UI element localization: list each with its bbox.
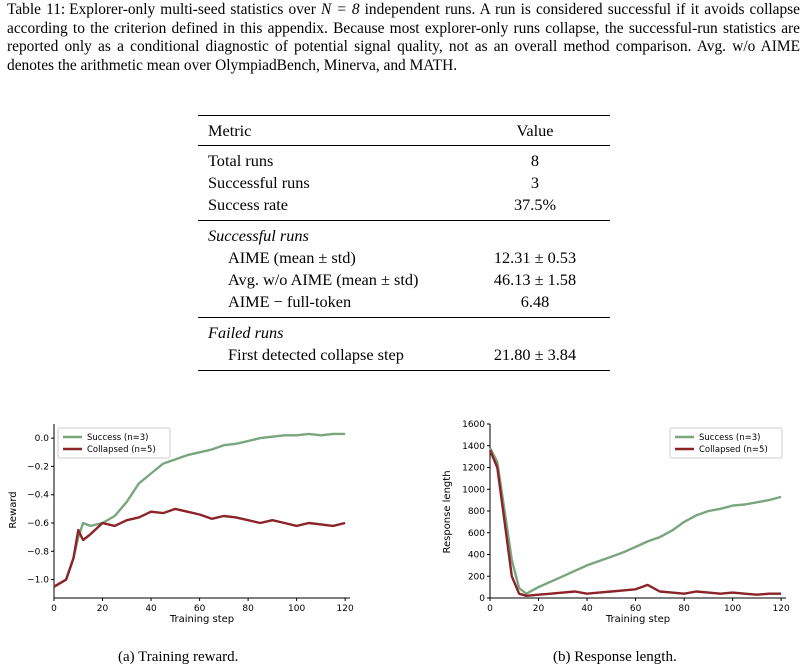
empty-cell	[460, 221, 610, 248]
length-plot	[438, 420, 796, 640]
y-tick-label: −0.6	[27, 519, 49, 530]
row-metric: Total runs	[198, 146, 460, 173]
row-metric: Avg. w/o AIME (mean ± std)	[228, 270, 419, 289]
row-value: 46.13 ± 1.58	[493, 270, 577, 289]
table-row	[198, 172, 610, 194]
y-tick-label: 0.0	[34, 434, 49, 445]
x-axis-label: Training step	[169, 614, 235, 625]
caption-text-b: independent runs. A run is considered successful if it avoids collapse according to the criterion defined in this appendix. Because most explorer-only runs collapse, the successful-run statistics are reported only as a conditional diagnostic of potential signal quality, not as an overall method comparison. Avg. w/o AIME denotes the arithmetic mean over OlympiadBench, Minerva, and MATH.	[7, 1, 800, 74]
y-tick-label: −1.0	[27, 575, 49, 586]
y-tick-label: 800	[467, 507, 485, 517]
table-row	[198, 344, 610, 371]
y-tick-label: 1600	[462, 420, 485, 430]
row-metric: First detected collapse step	[198, 344, 460, 371]
x-tick-label: 120	[336, 604, 354, 614]
section-heading-row	[198, 221, 610, 248]
x-tick-label: 80	[678, 604, 690, 614]
y-tick-label: 1400	[462, 441, 485, 452]
y-tick-label: 1200	[462, 463, 485, 474]
x-tick-label: 100	[288, 604, 306, 614]
row-value: 8	[460, 146, 610, 173]
x-tick-label: 60	[629, 604, 642, 614]
table-header-row	[198, 116, 610, 146]
subcaption-a: (a) Training reward.	[118, 649, 239, 665]
caption-text-a: Explorer-only multi-seed statistics over	[69, 1, 316, 18]
row-value: 3	[530, 173, 540, 192]
y-tick-label: 600	[467, 528, 485, 539]
caption-label: Table 11:	[7, 1, 66, 18]
reward-chart-svg	[2, 420, 360, 635]
y-tick-label: 200	[467, 572, 485, 583]
stats-table	[198, 115, 610, 371]
row-value: 21.80 ± 3.84	[460, 344, 610, 371]
table-caption	[7, 1, 800, 75]
caption-math: N = 8	[320, 1, 360, 18]
row-metric: Success rate	[208, 195, 289, 214]
y-tick-label: 1000	[462, 485, 485, 496]
legend-label: Collapsed (n=5)	[87, 445, 156, 455]
table-row	[198, 194, 610, 221]
y-tick-label: −0.8	[27, 547, 49, 558]
y-tick-label: 400	[467, 550, 485, 561]
table-row	[198, 269, 610, 291]
x-axis-label: Training step	[605, 614, 671, 625]
x-tick-label: 40	[145, 604, 157, 614]
row-metric: AIME (mean ± std)	[228, 248, 356, 267]
x-tick-label: 60	[193, 604, 206, 614]
legend-label: Collapsed (n=5)	[699, 445, 768, 455]
y-axis-label: Response length	[442, 470, 453, 554]
empty-cell	[460, 318, 610, 345]
y-tick-label: −0.2	[27, 462, 49, 473]
section-heading-successful: Successful runs	[198, 221, 460, 248]
x-tick-label: 20	[532, 604, 545, 614]
y-tick-label: −0.4	[27, 490, 49, 501]
series-line-1	[490, 450, 781, 596]
row-value: 6.48	[520, 292, 550, 311]
row-value: 37.5%	[513, 195, 557, 214]
legend-label: Success (n=3)	[699, 433, 761, 443]
reward-plot	[2, 420, 360, 640]
x-tick-label: 20	[96, 604, 109, 614]
series-line-1	[54, 509, 345, 587]
y-axis-label: Reward	[8, 491, 19, 529]
x-tick-label: 0	[487, 604, 493, 614]
section-heading-row	[198, 318, 610, 345]
table-row	[198, 291, 610, 318]
header-value: Value	[460, 116, 610, 146]
legend-label: Success (n=3)	[87, 433, 149, 443]
subcaption-b: (b) Response length.	[553, 649, 677, 665]
section-heading-failed: Failed runs	[198, 318, 460, 345]
row-metric: Successful runs	[208, 173, 310, 192]
series-line-0	[490, 448, 781, 594]
row-metric: AIME − full-token	[228, 292, 352, 311]
x-tick-label: 120	[772, 604, 790, 614]
x-tick-label: 80	[242, 604, 254, 614]
row-value: 12.31 ± 0.53	[493, 248, 577, 267]
y-tick-label: 0	[479, 594, 485, 604]
table-row	[198, 247, 610, 269]
length-chart-svg	[438, 420, 796, 635]
x-tick-label: 100	[724, 604, 742, 614]
header-metric: Metric	[198, 116, 460, 146]
x-tick-label: 0	[51, 604, 57, 614]
table-row	[198, 146, 610, 173]
x-tick-label: 40	[581, 604, 593, 614]
